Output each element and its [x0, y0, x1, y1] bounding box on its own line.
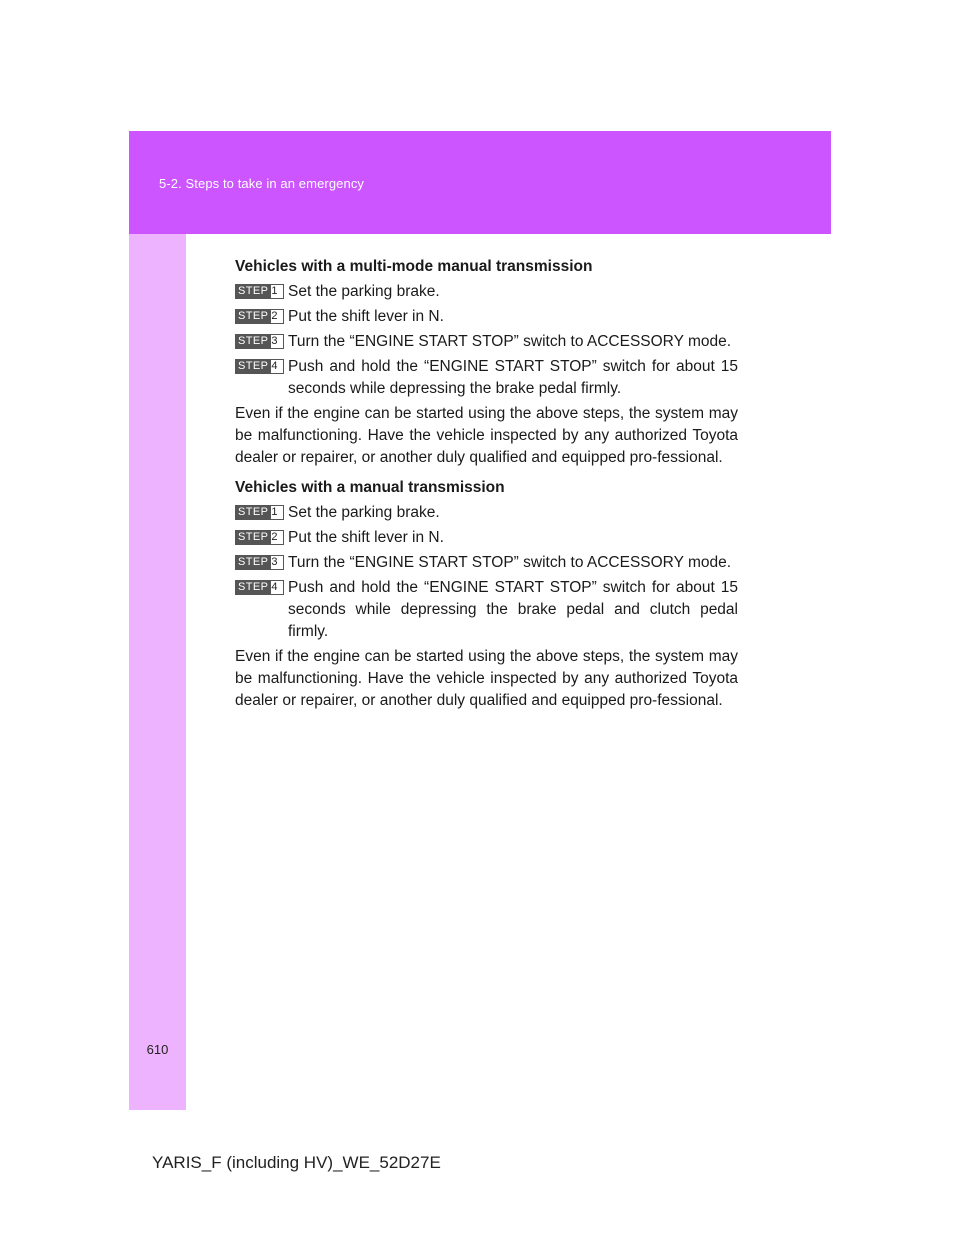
- step-text: Put the shift lever in N.: [288, 529, 444, 546]
- step-text: Set the parking brake.: [288, 504, 440, 521]
- step-text: Push and hold the “ENGINE START STOP” switch for about 15 seconds while depressing the brake pedal and clutch pedal firmly.: [288, 579, 738, 640]
- step-text: Set the parking brake.: [288, 283, 440, 300]
- note-paragraph: Even if the engine can be started using the above steps, the system may be malfunctioning. Have the vehicle inspected by any authorized Toyota dealer or repairer, or another duly qualified and equipped pro-fessional.: [235, 648, 738, 709]
- step-item: [235, 331, 738, 353]
- note-paragraph: Even if the engine can be started using the above steps, the system may be malfunctioning. Have the vehicle inspected by any authorized Toyota dealer or repairer, or another duly qualified and equipped pro-fessional.: [235, 405, 738, 466]
- side-strip: [129, 234, 186, 1110]
- section-title: 5-2. Steps to take in an emergency: [159, 176, 365, 191]
- step-text: Turn the “ENGINE START STOP” switch to ACCESSORY mode.: [288, 333, 732, 350]
- page-number: 610: [146, 1042, 169, 1057]
- step-badge: STEP 4: [235, 359, 284, 374]
- step-item: [235, 356, 738, 400]
- step-badge: STEP 3: [235, 555, 284, 570]
- step-badge: STEP 4: [235, 580, 284, 595]
- step-item: [235, 502, 738, 524]
- step-badge: STEP 2: [235, 309, 284, 324]
- step-badge: STEP 2: [235, 530, 284, 545]
- page-content: [235, 256, 738, 720]
- section-heading-multimode: Vehicles with a multi-mode manual transmission: [235, 258, 593, 275]
- step-item: [235, 552, 738, 574]
- step-badge: STEP 3: [235, 334, 284, 349]
- step-item: [235, 527, 738, 549]
- document-footer: YARIS_F (including HV)_WE_52D27E: [152, 1153, 441, 1172]
- step-text: Push and hold the “ENGINE START STOP” switch for about 15 seconds while depressing the brake pedal firmly.: [288, 358, 738, 397]
- step-item: [235, 577, 738, 643]
- header-band: [129, 131, 831, 234]
- step-text: Turn the “ENGINE START STOP” switch to ACCESSORY mode.: [288, 554, 732, 571]
- step-badge: STEP 1: [235, 284, 284, 299]
- step-text: Put the shift lever in N.: [288, 308, 444, 325]
- step-item: [235, 281, 738, 303]
- step-badge: STEP 1: [235, 505, 284, 520]
- step-item: [235, 306, 738, 328]
- section-heading-manual: Vehicles with a manual transmission: [235, 479, 505, 496]
